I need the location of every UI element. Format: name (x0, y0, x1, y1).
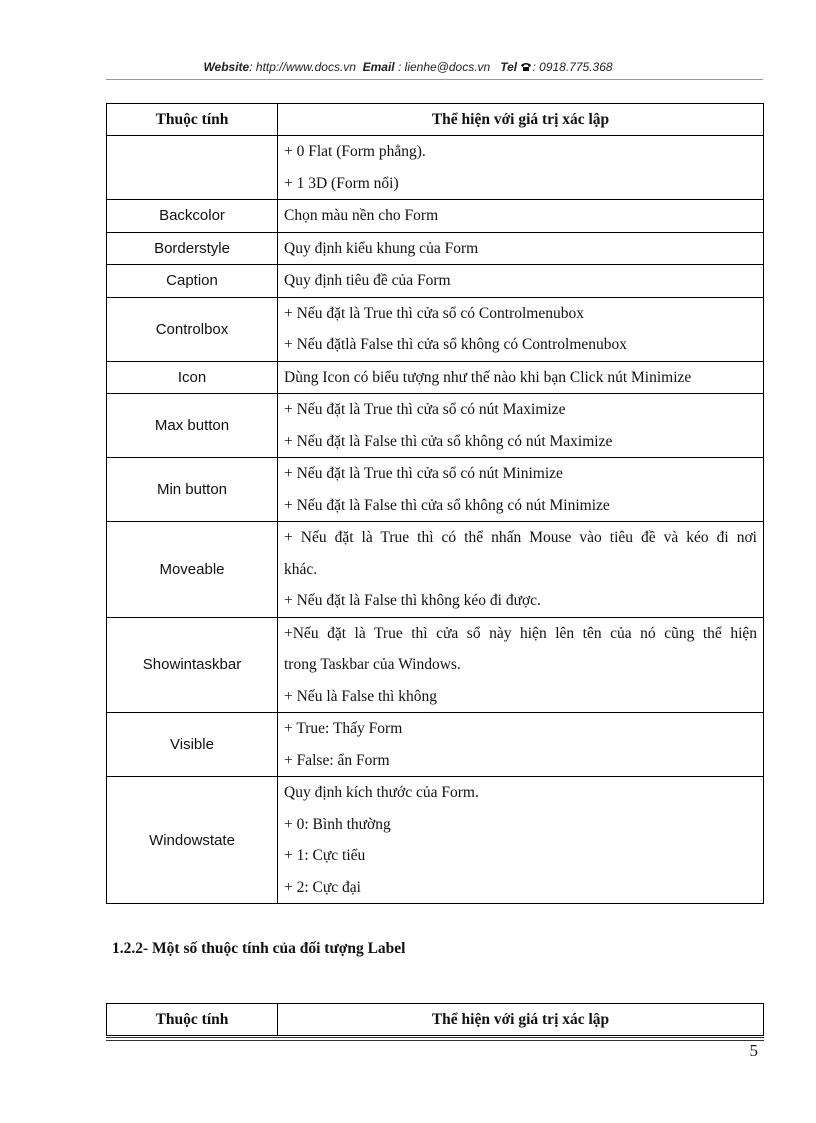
description-line: Chọn màu nền cho Form (284, 207, 439, 224)
phone-icon (520, 62, 532, 72)
phone-number: : 0918.775.368 (532, 60, 613, 74)
property-description (278, 200, 764, 233)
property-description (278, 617, 764, 713)
property-description (278, 265, 764, 298)
property-name: Controlbox (107, 297, 278, 361)
description-line: + Nếu đặt là True thì cửa sổ có nút Minimize (284, 465, 563, 482)
description-line: khác. (284, 560, 318, 578)
property-name: Showintaskbar (107, 617, 278, 713)
footer-divider (106, 1040, 764, 1041)
table-row (107, 522, 764, 618)
description-line: + Nếu đặt là True thì cửa sổ có nút Maximize (284, 401, 566, 418)
description-line: + True: Thấy Form (284, 720, 403, 737)
description-line: + 0: Bình thường (284, 815, 391, 833)
page-header (0, 60, 816, 74)
description-line: + Nếu đặt là True thì cửa sổ có Controlmenubox (284, 304, 584, 322)
property-name (107, 136, 278, 200)
section-title: 1.2.2- Một số thuộc tính của đối tượng Label (112, 940, 406, 957)
description-line: Dùng Icon có biểu tượng như thế nào khi bạn Click nút Minimize (284, 368, 692, 386)
table-row (107, 265, 764, 298)
column-header-property: Thuộc tính (107, 1004, 278, 1036)
description-line: + Nếu đặt là False thì không kéo đi được. (284, 592, 541, 609)
property-description (278, 458, 764, 522)
table-row (107, 394, 764, 458)
property-name: Backcolor (107, 200, 278, 233)
column-header-property: Thuộc tính (107, 104, 278, 136)
website-url: : http://www.docs.vn (249, 60, 356, 74)
property-description (278, 232, 764, 265)
description-line: + Nếu đặtlà False thì cửa sổ không có Controlmenubox (284, 336, 628, 353)
property-description (278, 394, 764, 458)
footer-divider (106, 1037, 764, 1038)
table-row (107, 200, 764, 233)
table-row (107, 297, 764, 361)
property-name: Max button (107, 394, 278, 458)
description-line: + 1: Cực tiểu (284, 847, 366, 864)
table-row (107, 232, 764, 265)
description-line: Quy định kích thước của Form. (284, 784, 479, 801)
table-header-row (107, 104, 764, 136)
description-line: Quy định kiểu khung của Form (284, 239, 479, 257)
table-row (107, 713, 764, 777)
form-properties-table (106, 103, 764, 904)
description-line: + Nếu đặt là False thì cửa sổ không có nút Maximize (284, 432, 613, 450)
website-label: Website (203, 60, 250, 74)
property-description (278, 713, 764, 777)
page-number: 5 (749, 1041, 758, 1060)
column-header-value: Thể hiện với giá trị xác lập (278, 1004, 764, 1036)
property-description (278, 361, 764, 394)
tel-label: Tel (500, 60, 518, 74)
property-name: Icon (107, 361, 278, 394)
table-row (107, 458, 764, 522)
property-name: Moveable (107, 522, 278, 618)
description-line: Quy định tiêu đề của Form (284, 272, 451, 289)
property-name: Borderstyle (107, 232, 278, 265)
description-line: + 2: Cực đại (284, 878, 361, 896)
label-properties-table (106, 1003, 764, 1036)
description-line: + 1 3D (Form nổi) (284, 174, 399, 192)
description-line: + Nếu là False thì không (284, 687, 437, 705)
property-description (278, 136, 764, 200)
table-row (107, 136, 764, 200)
description-line: + 0 Flat (Form phẳng). (284, 143, 426, 160)
description-line: +Nếu đặt là True thì cửa sổ này hiện lên tên của nó cũng thể hiện (284, 624, 757, 642)
property-name: Visible (107, 713, 278, 777)
property-description (278, 522, 764, 618)
description-line: + False: ẩn Form (284, 751, 390, 769)
table-row (107, 617, 764, 713)
property-name: Min button (107, 458, 278, 522)
property-description (278, 777, 764, 904)
table-row (107, 777, 764, 904)
property-name: Windowstate (107, 777, 278, 904)
email-address: : lienhe@docs.vn (397, 60, 491, 74)
description-line: trong Taskbar của Windows. (284, 656, 461, 673)
description-line: + Nếu đặt là False thì cửa sổ không có nút Minimize (284, 496, 610, 514)
table-header-row (107, 1004, 764, 1036)
property-description (278, 297, 764, 361)
email-label: Email (362, 60, 395, 74)
property-name: Caption (107, 265, 278, 298)
column-header-value: Thể hiện với giá trị xác lập (278, 104, 764, 136)
header-divider (106, 79, 763, 80)
table-row (107, 361, 764, 394)
description-line: + Nếu đặt là True thì có thể nhấn Mouse vào tiêu đề và kéo đi nơi (284, 529, 757, 546)
form-properties-body (107, 136, 764, 904)
